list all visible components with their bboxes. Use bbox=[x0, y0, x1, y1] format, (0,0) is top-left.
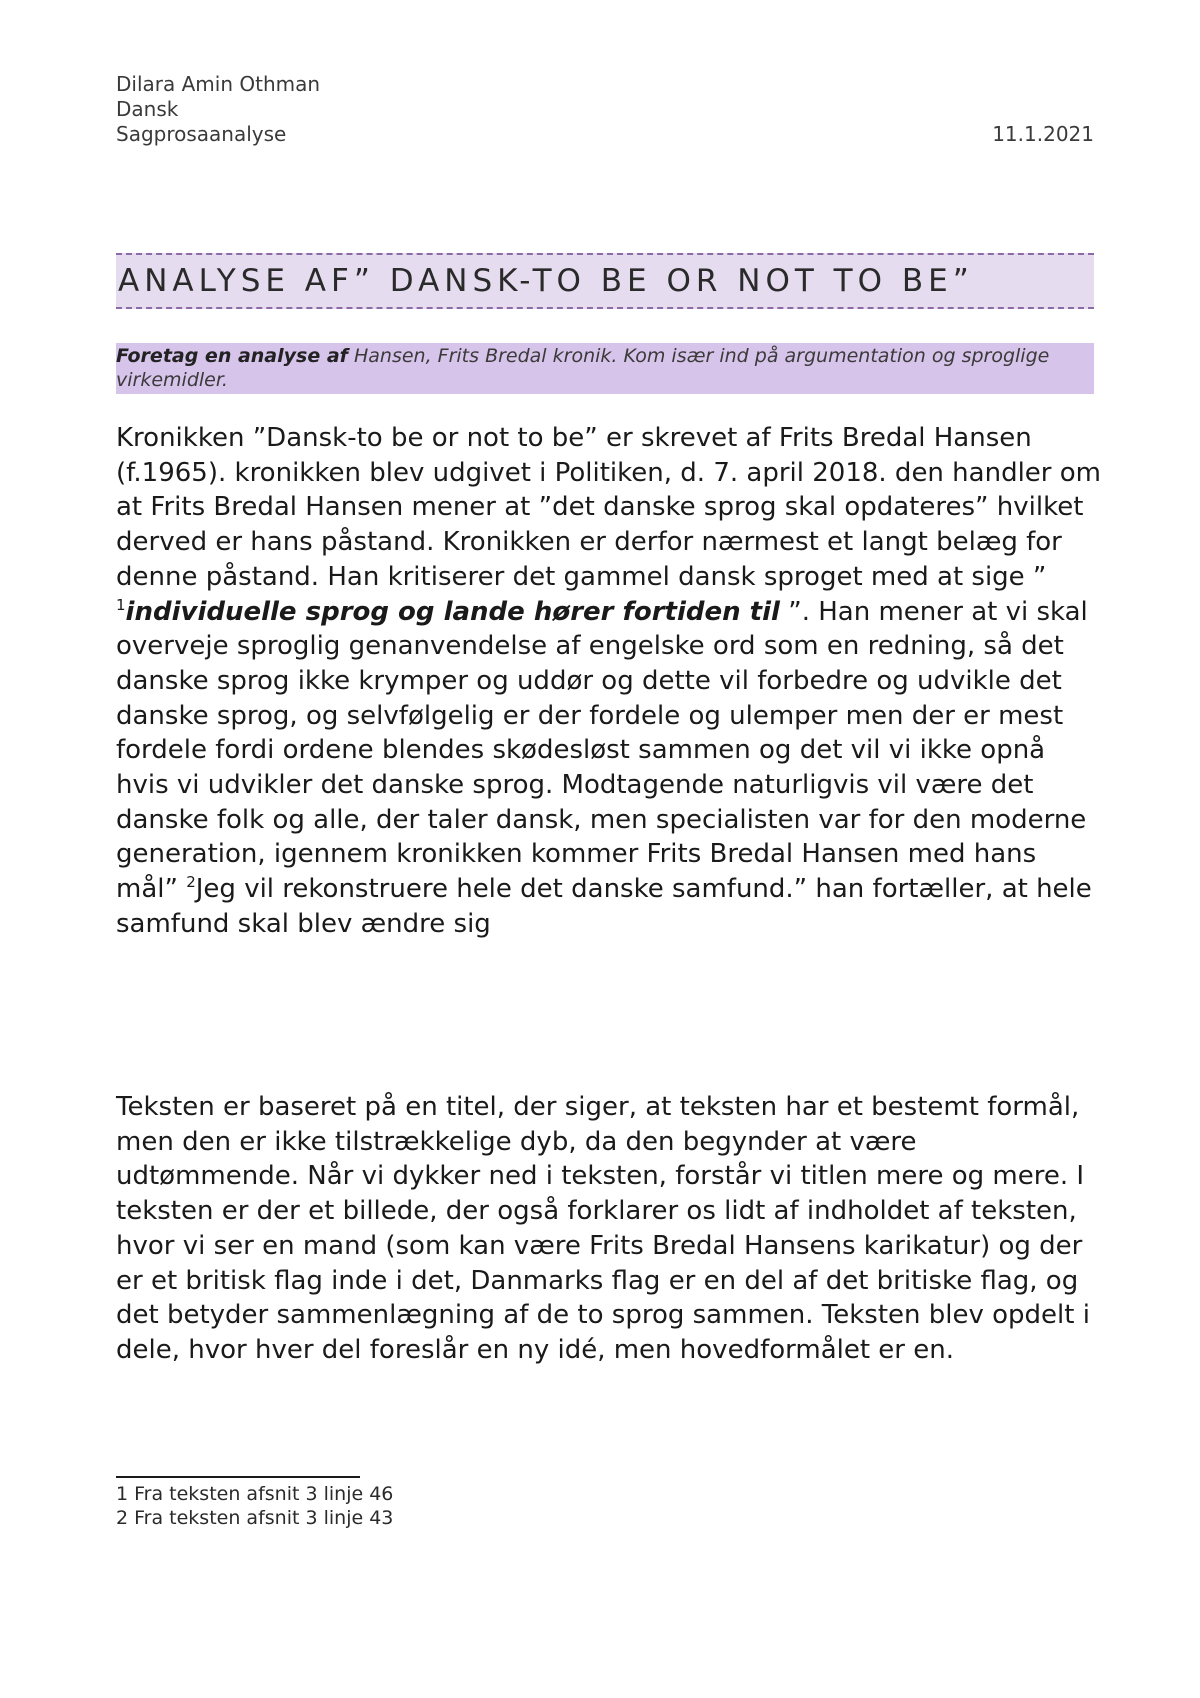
footnote-ref-1[interactable]: 1 bbox=[116, 595, 126, 614]
task-description bbox=[116, 343, 1094, 394]
title-banner bbox=[116, 253, 1094, 309]
document-date: 11.1.2021 bbox=[992, 122, 1094, 146]
subject-name: Dansk bbox=[116, 97, 179, 121]
quote-1: individuelle sprog og lande hører fortiden til bbox=[125, 596, 780, 627]
task-rest: Hansen, Frits Bredal kronik. Kom især ind på argumentation og sproglige virkemidler. bbox=[116, 345, 1050, 391]
footnote-separator bbox=[116, 1476, 360, 1478]
author-name: Dilara Amin Othman bbox=[116, 72, 321, 96]
footnote-2: 2 Fra teksten afsnit 3 linje 43 bbox=[116, 1507, 394, 1529]
document-header bbox=[116, 72, 1094, 147]
footnotes bbox=[116, 1482, 393, 1530]
paragraph-1-part-3: Jeg vil rekonstruere hele det danske samfund.” han fortæller, at hele samfund skal blev ændre sig bbox=[116, 874, 1092, 939]
paragraph-1-part-1: Kronikken ”Dansk-to be or not to be” er skrevet af Frits Bredal Hansen (f.1965). kronikken blev udgivet i Politiken, d. 7. april 2018. den handler om at Frits Bredal Hansen mener at ”det danske sprog skal opdateres” hvilket derved er hans påstand. Kronikken er derfor nærmest et langt belæg for denne påstand. Han kritiserer det gammel dansk sproget med at sige ” bbox=[116, 423, 1101, 592]
document-title: ANALYSE AF” DANSK-TO BE OR NOT TO BE” bbox=[118, 263, 974, 299]
paragraph-1 bbox=[116, 421, 1106, 942]
footnote-ref-2[interactable]: 2 bbox=[186, 873, 196, 892]
paragraph-2: Teksten er baseret på en titel, der siger, at teksten har et bestemt formål, men den er ikke tilstrækkelige dyb, da den begynder at være udtømmende. Når vi dykker ned i teksten, forstår vi titlen mere og mere. I teksten er der et billede, der også forklarer os lidt af indholdet af teksten, hvor vi ser en mand (som kan være Frits Bredal Hansens karikatur) og der er et britisk flag inde i det, Danmarks flag er en del af det britiske flag, og det betyder sammenlægning af de to sprog sammen. Teksten blev opdelt i dele, hvor hver del foreslår en ny idé, men hovedformålet er en. bbox=[116, 1092, 1090, 1365]
footnote-1: 1 Fra teksten afsnit 3 linje 46 bbox=[116, 1483, 394, 1505]
assignment-type: Sagprosaanalyse bbox=[116, 122, 287, 146]
assignment-row bbox=[116, 122, 1094, 147]
task-lead: Foretag en analyse af bbox=[116, 345, 348, 367]
paragraph-1-part-2: ”. Han mener at vi skal overveje sproglig genanvendelse af engelske ord som en redning, så det danske sprog ikke krymper og uddør og dette vil forbedre og udvikle det danske sprog, og selvfølgelig er der fordele og ulemper men der er mest fordele fordi ordene blendes skødesløst sammen og det vil vi ikke opnå hvis vi udvikler det danske sprog. Modtagende naturligvis vil være det danske folk og alle, der taler dansk, men specialisten var for den moderne generation, igennem kronikken kommer Frits Bredal Hansen med hans mål” bbox=[116, 596, 1088, 905]
